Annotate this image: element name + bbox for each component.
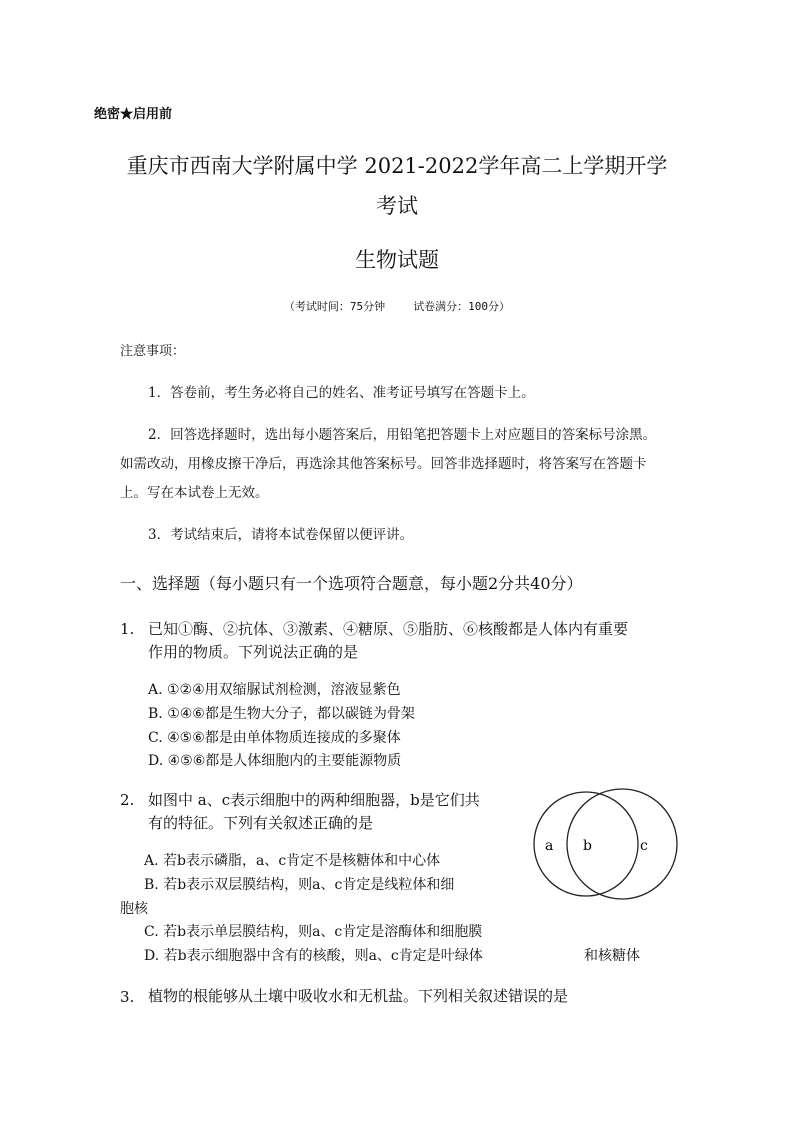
q1-option-c: C. ④⑤⑥都是由单体物质连接成的多聚体 [148,730,401,746]
q2-option-c: C. 若b表示单层膜结构，则a、c肯定是溶酶体和细胞膜 [144,924,483,940]
q2-option-d: D. 若b表示细胞器中含有的核酸，则a、c肯定是叶绿体 [144,948,483,964]
exam-title-line2: 考试 [376,194,418,218]
q2-stem-line2: 有的特征。下列有关叙述正确的是 [148,814,374,832]
note-2-line2: 如需改动，用橡皮擦干净后，再选涂其他答案标号。回答非选择题时，将答案写在答题卡 [120,456,647,472]
venn-label-b: b [583,838,592,854]
confidential-mark: 绝密★启用前 [94,107,173,122]
note-2-line3: 上。写在本试卷上无效。 [120,485,269,501]
venn-label-c: c [640,838,648,854]
q1-stem-line1: 已知①酶、②抗体、③激素、④糖原、⑤脂肪、⑥核酸都是人体内有重要 [148,620,629,638]
venn-label-a: a [545,838,554,854]
subject-title: 生物试题 [355,248,439,272]
full-score: 试卷满分：100分） [413,300,511,313]
q1-option-b: B. ①④⑥都是生物大分子，都以碳链为骨架 [148,706,415,722]
section-choice-title: 一、选择题（每小题只有一个选项符合题意，每小题2分共40分） [120,574,583,593]
q2-stem-line1: 如图中 a、c表示细胞中的两种细胞器，b是它们共 [148,791,480,809]
q1-option-a: A. ①②④用双缩脲试剂检测，溶液显紫色 [148,682,401,698]
notes-heading: 注意事项： [120,344,186,359]
q3-stem: 植物的根能够从土壤中吸收水和无机盐。下列相关叙述错误的是 [148,987,569,1005]
q2-option-a: A. 若b表示磷脂，a、c肯定不是核糖体和中心体 [144,853,441,869]
note-3: 3．考试结束后，请将本试卷保留以便评讲。 [148,527,414,543]
note-1: 1．答卷前，考生务必将自己的姓名、准考证号填写在答题卡上。 [148,385,535,401]
q1-stem-line2: 作用的物质。下列说法正确的是 [148,643,359,661]
q2-option-b-line2: 胞核 [120,901,148,917]
q1-option-d: D. ④⑤⑥都是人体细胞内的主要能源物质 [148,753,402,769]
q3-number: 3. [120,988,135,1006]
note-2-line1: 2．回答选择题时，选出每小题答案后，用铅笔把答题卡上对应题目的答案标号涂黑。 [148,427,657,443]
q2-option-d-tail: 和核糖体 [584,948,640,964]
exam-info [0,298,794,314]
q2-option-b-line1: B. 若b表示双层膜结构，则a、c肯定是线粒体和细 [144,877,455,893]
exam-title-line1: 重庆市西南大学附属中学 2021-2022学年高二上学期开学 [126,154,668,178]
venn-diagram [520,782,690,900]
exam-time: （考试时间：75分钟 [283,300,386,313]
q1-number: 1. [120,620,135,638]
q2-number: 2. [120,791,135,809]
